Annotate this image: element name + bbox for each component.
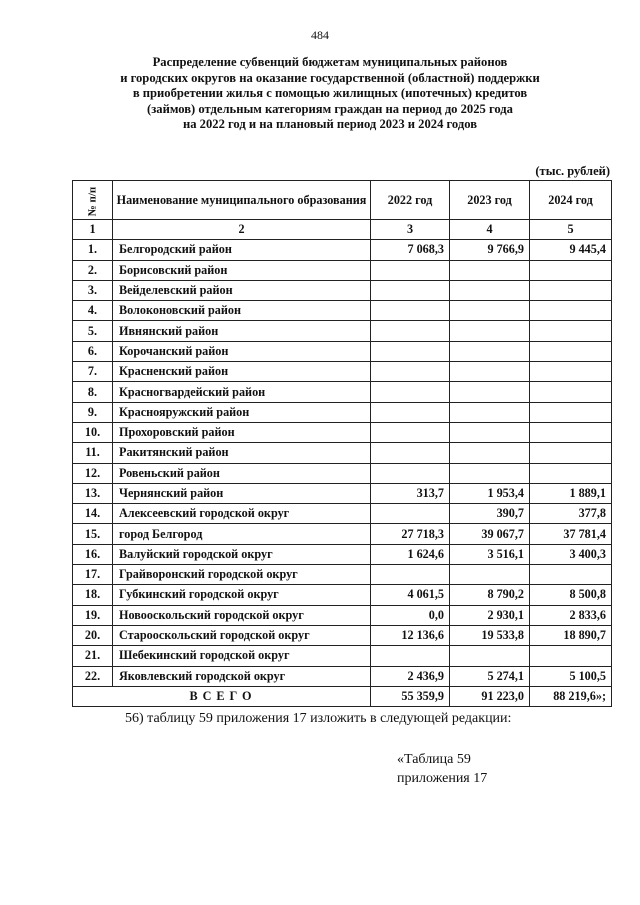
title-line: (займов) отдельным категориям граждан на период до 2025 года bbox=[147, 101, 513, 116]
value-2022: 4 061,5 bbox=[371, 585, 450, 605]
table-row bbox=[73, 565, 612, 585]
title-line: и городских округов на оказание государственной (областной) поддержки bbox=[120, 70, 540, 85]
value-2024 bbox=[530, 463, 612, 483]
value-2023 bbox=[450, 402, 530, 422]
municipality-name: Яковлевский городской округ bbox=[113, 666, 371, 686]
column-index: 2 bbox=[113, 220, 371, 240]
row-number: 2. bbox=[73, 260, 113, 280]
table-row bbox=[73, 362, 612, 382]
row-number: 20. bbox=[73, 625, 113, 645]
value-2022 bbox=[371, 402, 450, 422]
value-2024: 377,8 bbox=[530, 504, 612, 524]
row-number: 19. bbox=[73, 605, 113, 625]
municipality-name: Красногвардейский район bbox=[113, 382, 371, 402]
table-row bbox=[73, 544, 612, 564]
value-2022 bbox=[371, 646, 450, 666]
municipality-name: Новооскольский городской округ bbox=[113, 605, 371, 625]
municipality-name: Волоконовский район bbox=[113, 301, 371, 321]
value-2024 bbox=[530, 280, 612, 300]
value-2024 bbox=[530, 646, 612, 666]
municipality-name: Чернянский район bbox=[113, 483, 371, 503]
row-number: 14. bbox=[73, 504, 113, 524]
value-2022: 2 436,9 bbox=[371, 666, 450, 686]
value-2022: 12 136,6 bbox=[371, 625, 450, 645]
value-2024 bbox=[530, 341, 612, 361]
value-2024 bbox=[530, 321, 612, 341]
total-2024: 88 219,6»; bbox=[530, 686, 612, 706]
value-2024 bbox=[530, 443, 612, 463]
annex-line: «Таблица 59 bbox=[397, 752, 471, 767]
value-2022 bbox=[371, 565, 450, 585]
column-index: 1 bbox=[73, 220, 113, 240]
total-label: ВСЕГО bbox=[73, 686, 371, 706]
value-2023: 39 067,7 bbox=[450, 524, 530, 544]
municipality-name: Ракитянский район bbox=[113, 443, 371, 463]
row-number: 22. bbox=[73, 666, 113, 686]
table-row bbox=[73, 666, 612, 686]
value-2024: 5 100,5 bbox=[530, 666, 612, 686]
value-2024 bbox=[530, 362, 612, 382]
total-2023: 91 223,0 bbox=[450, 686, 530, 706]
row-number: 5. bbox=[73, 321, 113, 341]
table-row bbox=[73, 260, 612, 280]
municipality-name: Ивнянский район bbox=[113, 321, 371, 341]
value-2022 bbox=[371, 362, 450, 382]
value-2023 bbox=[450, 341, 530, 361]
value-2023: 19 533,8 bbox=[450, 625, 530, 645]
row-number: 7. bbox=[73, 362, 113, 382]
table-row bbox=[73, 280, 612, 300]
value-2024: 37 781,4 bbox=[530, 524, 612, 544]
value-2023 bbox=[450, 382, 530, 402]
annex-line: приложения 17 bbox=[397, 771, 488, 786]
header-num: № п/п bbox=[73, 181, 113, 220]
table-row bbox=[73, 605, 612, 625]
value-2022 bbox=[371, 382, 450, 402]
table-row bbox=[73, 585, 612, 605]
subsidy-table bbox=[72, 180, 612, 707]
header-2023: 2023 год bbox=[450, 181, 530, 220]
municipality-name: Вейделевский район bbox=[113, 280, 371, 300]
municipality-name: Корочанский район bbox=[113, 341, 371, 361]
column-index: 5 bbox=[530, 220, 612, 240]
header-2024: 2024 год bbox=[530, 181, 612, 220]
value-2023 bbox=[450, 260, 530, 280]
row-number: 9. bbox=[73, 402, 113, 422]
value-2024: 1 889,1 bbox=[530, 483, 612, 503]
table-row bbox=[73, 301, 612, 321]
value-2022 bbox=[371, 301, 450, 321]
municipality-name: Белгородский район bbox=[113, 240, 371, 260]
municipality-name: Шебекинский городской округ bbox=[113, 646, 371, 666]
value-2022: 7 068,3 bbox=[371, 240, 450, 260]
table-row bbox=[73, 402, 612, 422]
value-2024: 8 500,8 bbox=[530, 585, 612, 605]
row-number: 10. bbox=[73, 422, 113, 442]
row-number: 15. bbox=[73, 524, 113, 544]
municipality-name: Губкинский городской округ bbox=[113, 585, 371, 605]
value-2024: 18 890,7 bbox=[530, 625, 612, 645]
value-2022 bbox=[371, 422, 450, 442]
header-2022: 2022 год bbox=[371, 181, 450, 220]
value-2024: 9 445,4 bbox=[530, 240, 612, 260]
value-2023 bbox=[450, 321, 530, 341]
row-number: 17. bbox=[73, 565, 113, 585]
table-row bbox=[73, 524, 612, 544]
document-title bbox=[70, 55, 590, 133]
value-2023: 1 953,4 bbox=[450, 483, 530, 503]
row-number: 12. bbox=[73, 463, 113, 483]
value-2022 bbox=[371, 341, 450, 361]
municipality-name: Грайворонский городской округ bbox=[113, 565, 371, 585]
municipality-name: Красненский район bbox=[113, 362, 371, 382]
column-index-row bbox=[73, 220, 612, 240]
row-number: 8. bbox=[73, 382, 113, 402]
row-number: 1. bbox=[73, 240, 113, 260]
value-2023 bbox=[450, 646, 530, 666]
value-2022 bbox=[371, 504, 450, 524]
municipality-name: Борисовский район bbox=[113, 260, 371, 280]
value-2023: 8 790,2 bbox=[450, 585, 530, 605]
value-2023: 3 516,1 bbox=[450, 544, 530, 564]
row-number: 16. bbox=[73, 544, 113, 564]
title-line: на 2022 год и на плановый период 2023 и 2024 годов bbox=[182, 117, 478, 131]
municipality-name: город Белгород bbox=[113, 524, 371, 544]
table-header-row bbox=[73, 181, 612, 220]
value-2023: 5 274,1 bbox=[450, 666, 530, 686]
value-2023 bbox=[450, 565, 530, 585]
annex-reference bbox=[397, 750, 487, 788]
municipality-name: Валуйский городской округ bbox=[113, 544, 371, 564]
value-2024 bbox=[530, 422, 612, 442]
row-number: 6. bbox=[73, 341, 113, 361]
table-row bbox=[73, 341, 612, 361]
table-row bbox=[73, 646, 612, 666]
value-2024 bbox=[530, 402, 612, 422]
value-2023 bbox=[450, 463, 530, 483]
municipality-name: Прохоровский район bbox=[113, 422, 371, 442]
table-row bbox=[73, 382, 612, 402]
value-2024 bbox=[530, 260, 612, 280]
value-2022 bbox=[371, 321, 450, 341]
page-number: 484 bbox=[311, 28, 329, 42]
value-2023 bbox=[450, 301, 530, 321]
title-line: Распределение субвенций бюджетам муниципальных районов bbox=[152, 55, 508, 69]
row-number: 18. bbox=[73, 585, 113, 605]
value-2023: 390,7 bbox=[450, 504, 530, 524]
value-2022: 313,7 bbox=[371, 483, 450, 503]
value-2024: 2 833,6 bbox=[530, 605, 612, 625]
value-2024: 3 400,3 bbox=[530, 544, 612, 564]
municipality-name: Краснояружский район bbox=[113, 402, 371, 422]
value-2023 bbox=[450, 443, 530, 463]
value-2023: 9 766,9 bbox=[450, 240, 530, 260]
column-index: 4 bbox=[450, 220, 530, 240]
value-2022: 0,0 bbox=[371, 605, 450, 625]
row-number: 3. bbox=[73, 280, 113, 300]
table-row bbox=[73, 463, 612, 483]
value-2024 bbox=[530, 301, 612, 321]
municipality-name: Алексеевский городской округ bbox=[113, 504, 371, 524]
value-2022: 1 624,6 bbox=[371, 544, 450, 564]
row-number: 13. bbox=[73, 483, 113, 503]
table-row bbox=[73, 625, 612, 645]
value-2022 bbox=[371, 443, 450, 463]
municipality-name: Старооскольский городской округ bbox=[113, 625, 371, 645]
value-2023 bbox=[450, 422, 530, 442]
value-2024 bbox=[530, 382, 612, 402]
header-name: Наименование муниципального образования bbox=[113, 181, 371, 220]
row-number: 21. bbox=[73, 646, 113, 666]
table-row bbox=[73, 321, 612, 341]
value-2023: 2 930,1 bbox=[450, 605, 530, 625]
table-row bbox=[73, 422, 612, 442]
title-line: в приобретении жилья с помощью жилищных (ипотечных) кредитов bbox=[132, 86, 528, 100]
units-label: (тыс. рублей) bbox=[535, 164, 610, 178]
table-row bbox=[73, 443, 612, 463]
value-2023 bbox=[450, 280, 530, 300]
value-2022 bbox=[371, 280, 450, 300]
municipality-name: Ровеньский район bbox=[113, 463, 371, 483]
value-2022: 27 718,3 bbox=[371, 524, 450, 544]
table-row bbox=[73, 504, 612, 524]
total-row bbox=[73, 686, 612, 706]
value-2022 bbox=[371, 463, 450, 483]
row-number: 4. bbox=[73, 301, 113, 321]
value-2023 bbox=[450, 362, 530, 382]
value-2022 bbox=[371, 260, 450, 280]
value-2024 bbox=[530, 565, 612, 585]
table-row bbox=[73, 240, 612, 260]
table-row bbox=[73, 483, 612, 503]
column-index: 3 bbox=[371, 220, 450, 240]
row-number: 11. bbox=[73, 443, 113, 463]
amendment-text: 56) таблицу 59 приложения 17 изложить в следующей редакции: bbox=[125, 711, 512, 726]
total-2022: 55 359,9 bbox=[371, 686, 450, 706]
